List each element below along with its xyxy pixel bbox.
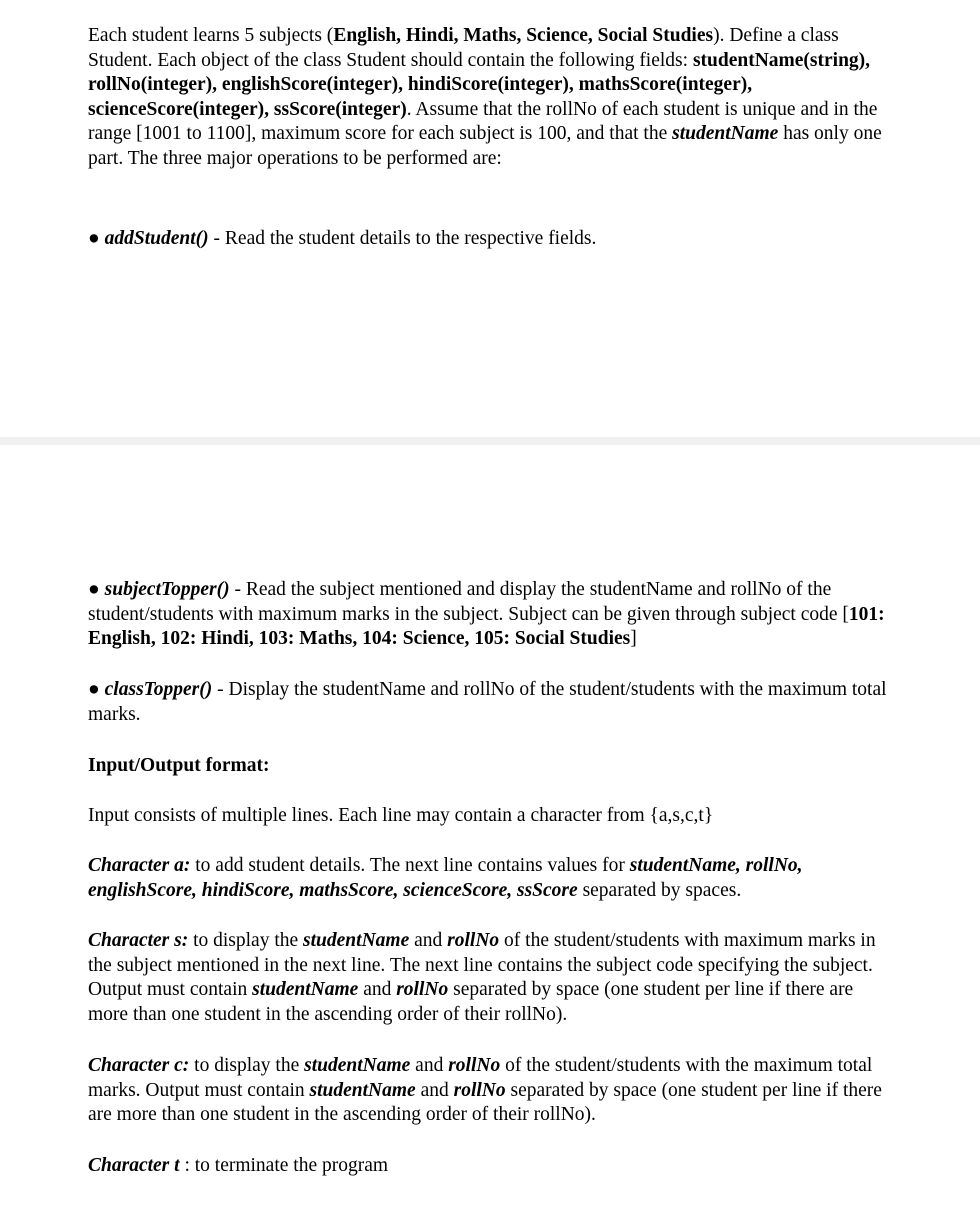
student-name-term: studentName (304, 1055, 411, 1076)
character-a-text-2: separated by spaces. (577, 879, 742, 901)
subject-topper-description: - Read the subject mentioned and display the studentName and rollNo of the student/students with maximum marks in the subject. Subject can be given through subject code [ (88, 579, 849, 625)
student-name-term: studentName (252, 979, 359, 1000)
and-text: and (409, 930, 448, 951)
fields-list: studentName(string), rollNo(integer), englishScore(integer), hindiScore(integer), mathsScore(integer), scienceScore(integer), ssScore(integer) (88, 49, 871, 120)
subject-codes-close: ] (630, 628, 637, 649)
io-format-heading: Input/Output format: (88, 755, 270, 776)
student-name-term: studentName (303, 930, 410, 951)
character-t-paragraph (88, 1154, 898, 1179)
bullet-icon: ● (88, 679, 100, 700)
and-text: and (410, 1055, 449, 1076)
character-t-label: Character t (88, 1155, 180, 1176)
add-student-function: addStudent() (104, 228, 209, 249)
document-page-2 (0, 445, 980, 1232)
intro-text-2: ). Define a class Student. Each object of the class Student should contain the following fields: (88, 25, 839, 71)
class-topper-item (88, 678, 898, 727)
and-text: and (358, 979, 397, 1000)
subject-codes: 101: English, 102: Hindi, 103: Maths, 104: Science, 105: Social Studies (88, 603, 885, 649)
class-topper-function: classTopper() (104, 679, 213, 700)
intro-paragraph (88, 24, 898, 171)
intro-text-1: Each student learns 5 subjects ( (88, 25, 334, 46)
character-c-text-3: separated by space (one student per line if there are more than one student in the ascending order of their rollNo). (88, 1079, 882, 1125)
character-c-text-1: to display the (189, 1055, 305, 1076)
bullet-icon: ● (88, 228, 100, 249)
class-topper-description: - Display the studentName and rollNo of the student/students with the maximum total marks. (88, 679, 887, 725)
add-student-item (88, 227, 898, 252)
roll-no-term: rollNo (448, 1055, 501, 1076)
intro-text-4: has only one part. The three major operations to be performed are: (88, 123, 882, 169)
intro-text-3: . Assume that the rollNo of each student is unique and in the range [1001 to 1100], maximum score for each subject is 100, and that the (88, 98, 878, 144)
subject-topper-item (88, 578, 898, 652)
document-page-1 (0, 0, 980, 437)
student-name-term: studentName (672, 123, 779, 144)
character-s-paragraph (88, 929, 898, 1027)
character-t-text: : to terminate the program (179, 1155, 389, 1176)
page-separator (0, 437, 980, 445)
character-a-text-1: to add student details. The next line contains values for (190, 855, 630, 876)
character-s-text-2: of the student/students with maximum marks in the subject mentioned in the next line. The next line contains the subject code specifying the subject. Output must contain (88, 930, 876, 1000)
character-a-paragraph (88, 854, 898, 903)
roll-no-term: rollNo (396, 979, 449, 1000)
roll-no-term: rollNo (453, 1079, 506, 1101)
character-a-label: Character a: (88, 855, 191, 876)
character-c-text-2: of the student/students with the maximum total marks. Output must contain (88, 1055, 873, 1101)
and-text: and (415, 1079, 454, 1101)
roll-no-term: rollNo (447, 930, 500, 951)
character-a-fields: studentName, rollNo, englishScore, hindiScore, mathsScore, scienceScore, ssScore (88, 855, 803, 901)
input-description: Input consists of multiple lines. Each line may contain a character from {a,s,c,t} (88, 805, 714, 826)
character-s-text-1: to display the (188, 930, 304, 951)
character-s-label: Character s: (88, 930, 189, 951)
student-name-term: studentName (309, 1079, 416, 1101)
subject-topper-function: subjectTopper() (104, 579, 230, 600)
character-s-text-3: separated by space (one student per line if there are more than one student in the ascending order of their rollNo). (88, 979, 854, 1025)
bullet-icon: ● (88, 579, 100, 600)
character-c-label: Character c: (88, 1055, 190, 1076)
subjects-list: English, Hindi, Maths, Science, Social Studies (333, 25, 714, 46)
add-student-description: - Read the student details to the respective fields. (208, 228, 597, 249)
character-c-paragraph (88, 1054, 898, 1128)
